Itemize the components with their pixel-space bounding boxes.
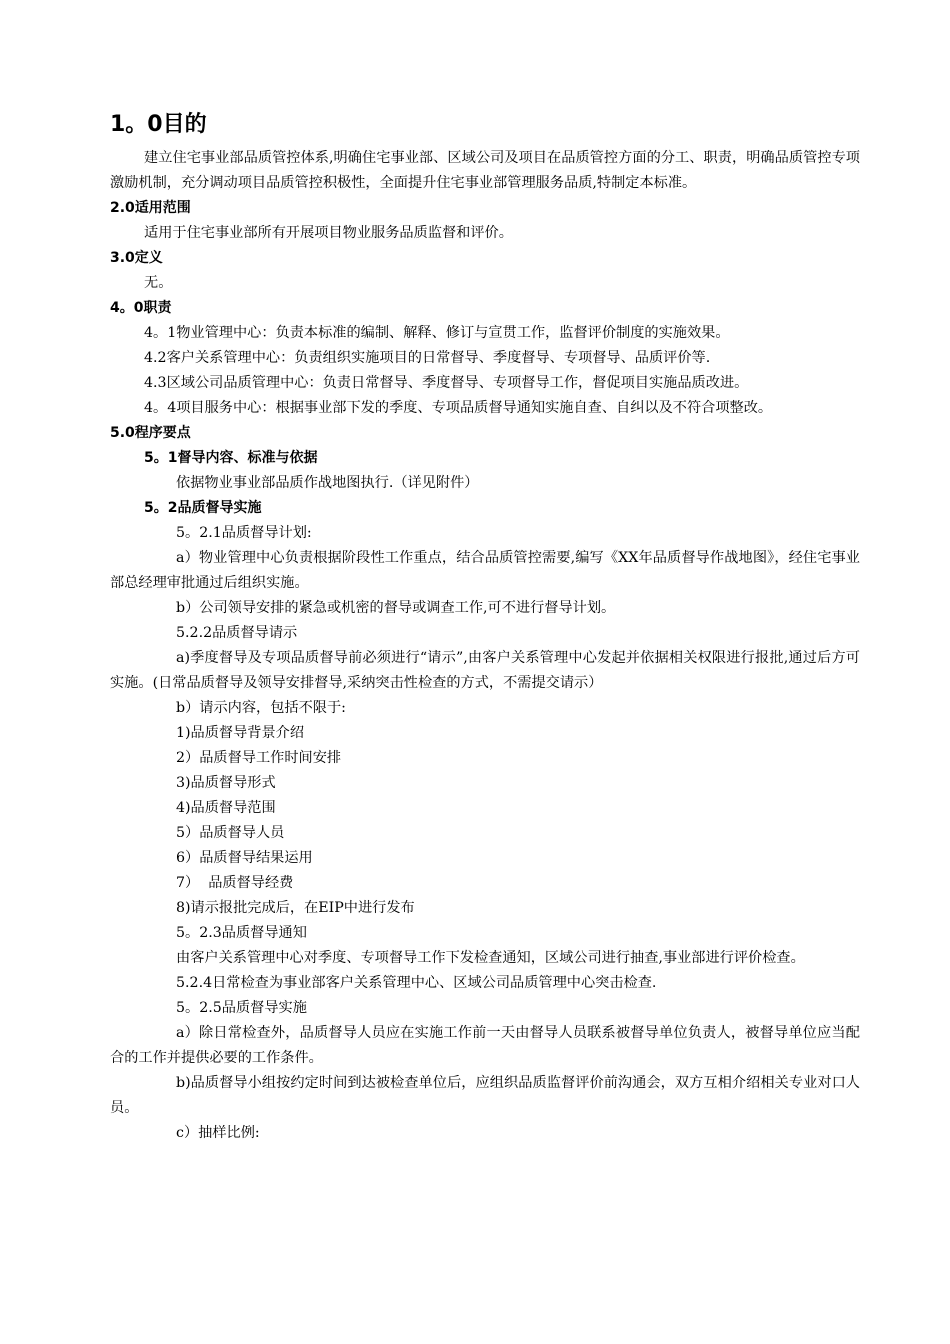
list-item: 1)品质督导背景介绍: [176, 725, 305, 741]
duty-item-4: 4。4项目服务中心：根据事业部下发的季度、专项品质督导通知实施自查、自纠以及不符合项整改。: [144, 400, 773, 416]
list-item: 3)品质督导形式: [176, 775, 276, 791]
paragraph-scope: 适用于住宅事业部所有开展项目物业服务品质监督和评价。: [144, 225, 513, 241]
section-heading-scope: 2.0适用范围: [110, 200, 191, 216]
subsubsection-5-2-1: 5。2.1品质督导计划:: [176, 525, 312, 541]
subsubsection-5-2-3: 5。2.3品质督导通知: [176, 925, 307, 941]
duty-item-1: 4。1物业管理中心：负责本标准的编制、解释、修订与宣贯工作，监督评价制度的实施效果。: [144, 325, 730, 341]
paragraph-5-2-1-a: a）物业管理中心负责根据阶段性工作重点，结合品质管控需要,编写《XX年品质督导作战地图》，经住宅事业部总经理审批通过后组织实施。: [110, 550, 860, 591]
section-heading-duties: 4。0职责: [110, 300, 172, 316]
section-heading-procedure: 5.0程序要点: [110, 425, 191, 441]
subsubsection-5-2-2: 5.2.2品质督导请示: [176, 625, 298, 641]
list-item: 2）品质督导工作时间安排: [176, 750, 342, 766]
subsubsection-5-2-4: 5.2.4日常检查为事业部客户关系管理中心、区域公司品质管理中心突击检查.: [176, 975, 657, 991]
paragraph-5-2-2-b: b）请示内容，包括不限于:: [176, 700, 346, 716]
subsection-heading-5-1: 5。1督导内容、标准与依据: [144, 450, 318, 466]
paragraph-5-2-5-a: a）除日常检查外，品质督导人员应在实施工作前一天由督导人员联系被督导单位负责人，被督导单位应当配合的工作并提供必要的工作条件。: [110, 1025, 860, 1066]
paragraph-purpose: 建立住宅事业部品质管控体系,明确住宅事业部、区域公司及项目在品质管控方面的分工、职责，明确品质管控专项激励机制，充分调动项目品质管控积极性，全面提升住宅事业部管理服务品质,特制定本标准。: [110, 150, 860, 191]
paragraph-5-2-5-c: c）抽样比例:: [176, 1125, 260, 1141]
list-item: 4)品质督导范围: [176, 800, 276, 816]
subsection-heading-5-2: 5。2品质督导实施: [144, 500, 262, 516]
paragraph-definition: 无。: [144, 275, 173, 291]
section-heading-purpose: 1。0目的: [110, 112, 207, 137]
duty-item-2: 4.2客户关系管理中心：负责组织实施项目的日常督导、季度督导、专项督导、品质评价等.: [144, 350, 711, 366]
list-item: 6）品质督导结果运用: [176, 850, 313, 866]
duty-item-3: 4.3区域公司品质管理中心：负责日常督导、季度督导、专项督导工作，督促项目实施品质改进。: [144, 375, 749, 391]
subsubsection-5-2-5: 5。2.5品质督导实施: [176, 1000, 307, 1016]
paragraph-5-2-2-a: a)季度督导及专项品质督导前必须进行“请示”,由客户关系管理中心发起并依据相关权限进行报批,通过后方可实施。(日常品质督导及领导安排督导,采纳突击性检查的方式，不需提交请示）: [110, 650, 860, 691]
paragraph-5-2-5-b: b)品质督导小组按约定时间到达被检查单位后，应组织品质监督评价前沟通会，双方互相介绍相关专业对口人员。: [110, 1075, 860, 1116]
paragraph-5-1: 依据物业事业部品质作战地图执行.（详见附件）: [176, 475, 479, 491]
list-item: 5）品质督导人员: [176, 825, 285, 841]
list-item: 8)请示报批完成后，在EIP中进行发布: [176, 900, 415, 916]
paragraph-5-2-1-b: b）公司领导安排的紧急或机密的督导或调查工作,可不进行督导计划。: [176, 600, 616, 616]
paragraph-5-2-3: 由客户关系管理中心对季度、专项督导工作下发检查通知，区域公司进行抽查,事业部进行评价检查。: [176, 950, 805, 966]
section-heading-definition: 3.0定义: [110, 250, 163, 266]
list-item: 7） 品质督导经费: [176, 875, 294, 891]
document-page: [110, 108, 860, 1146]
